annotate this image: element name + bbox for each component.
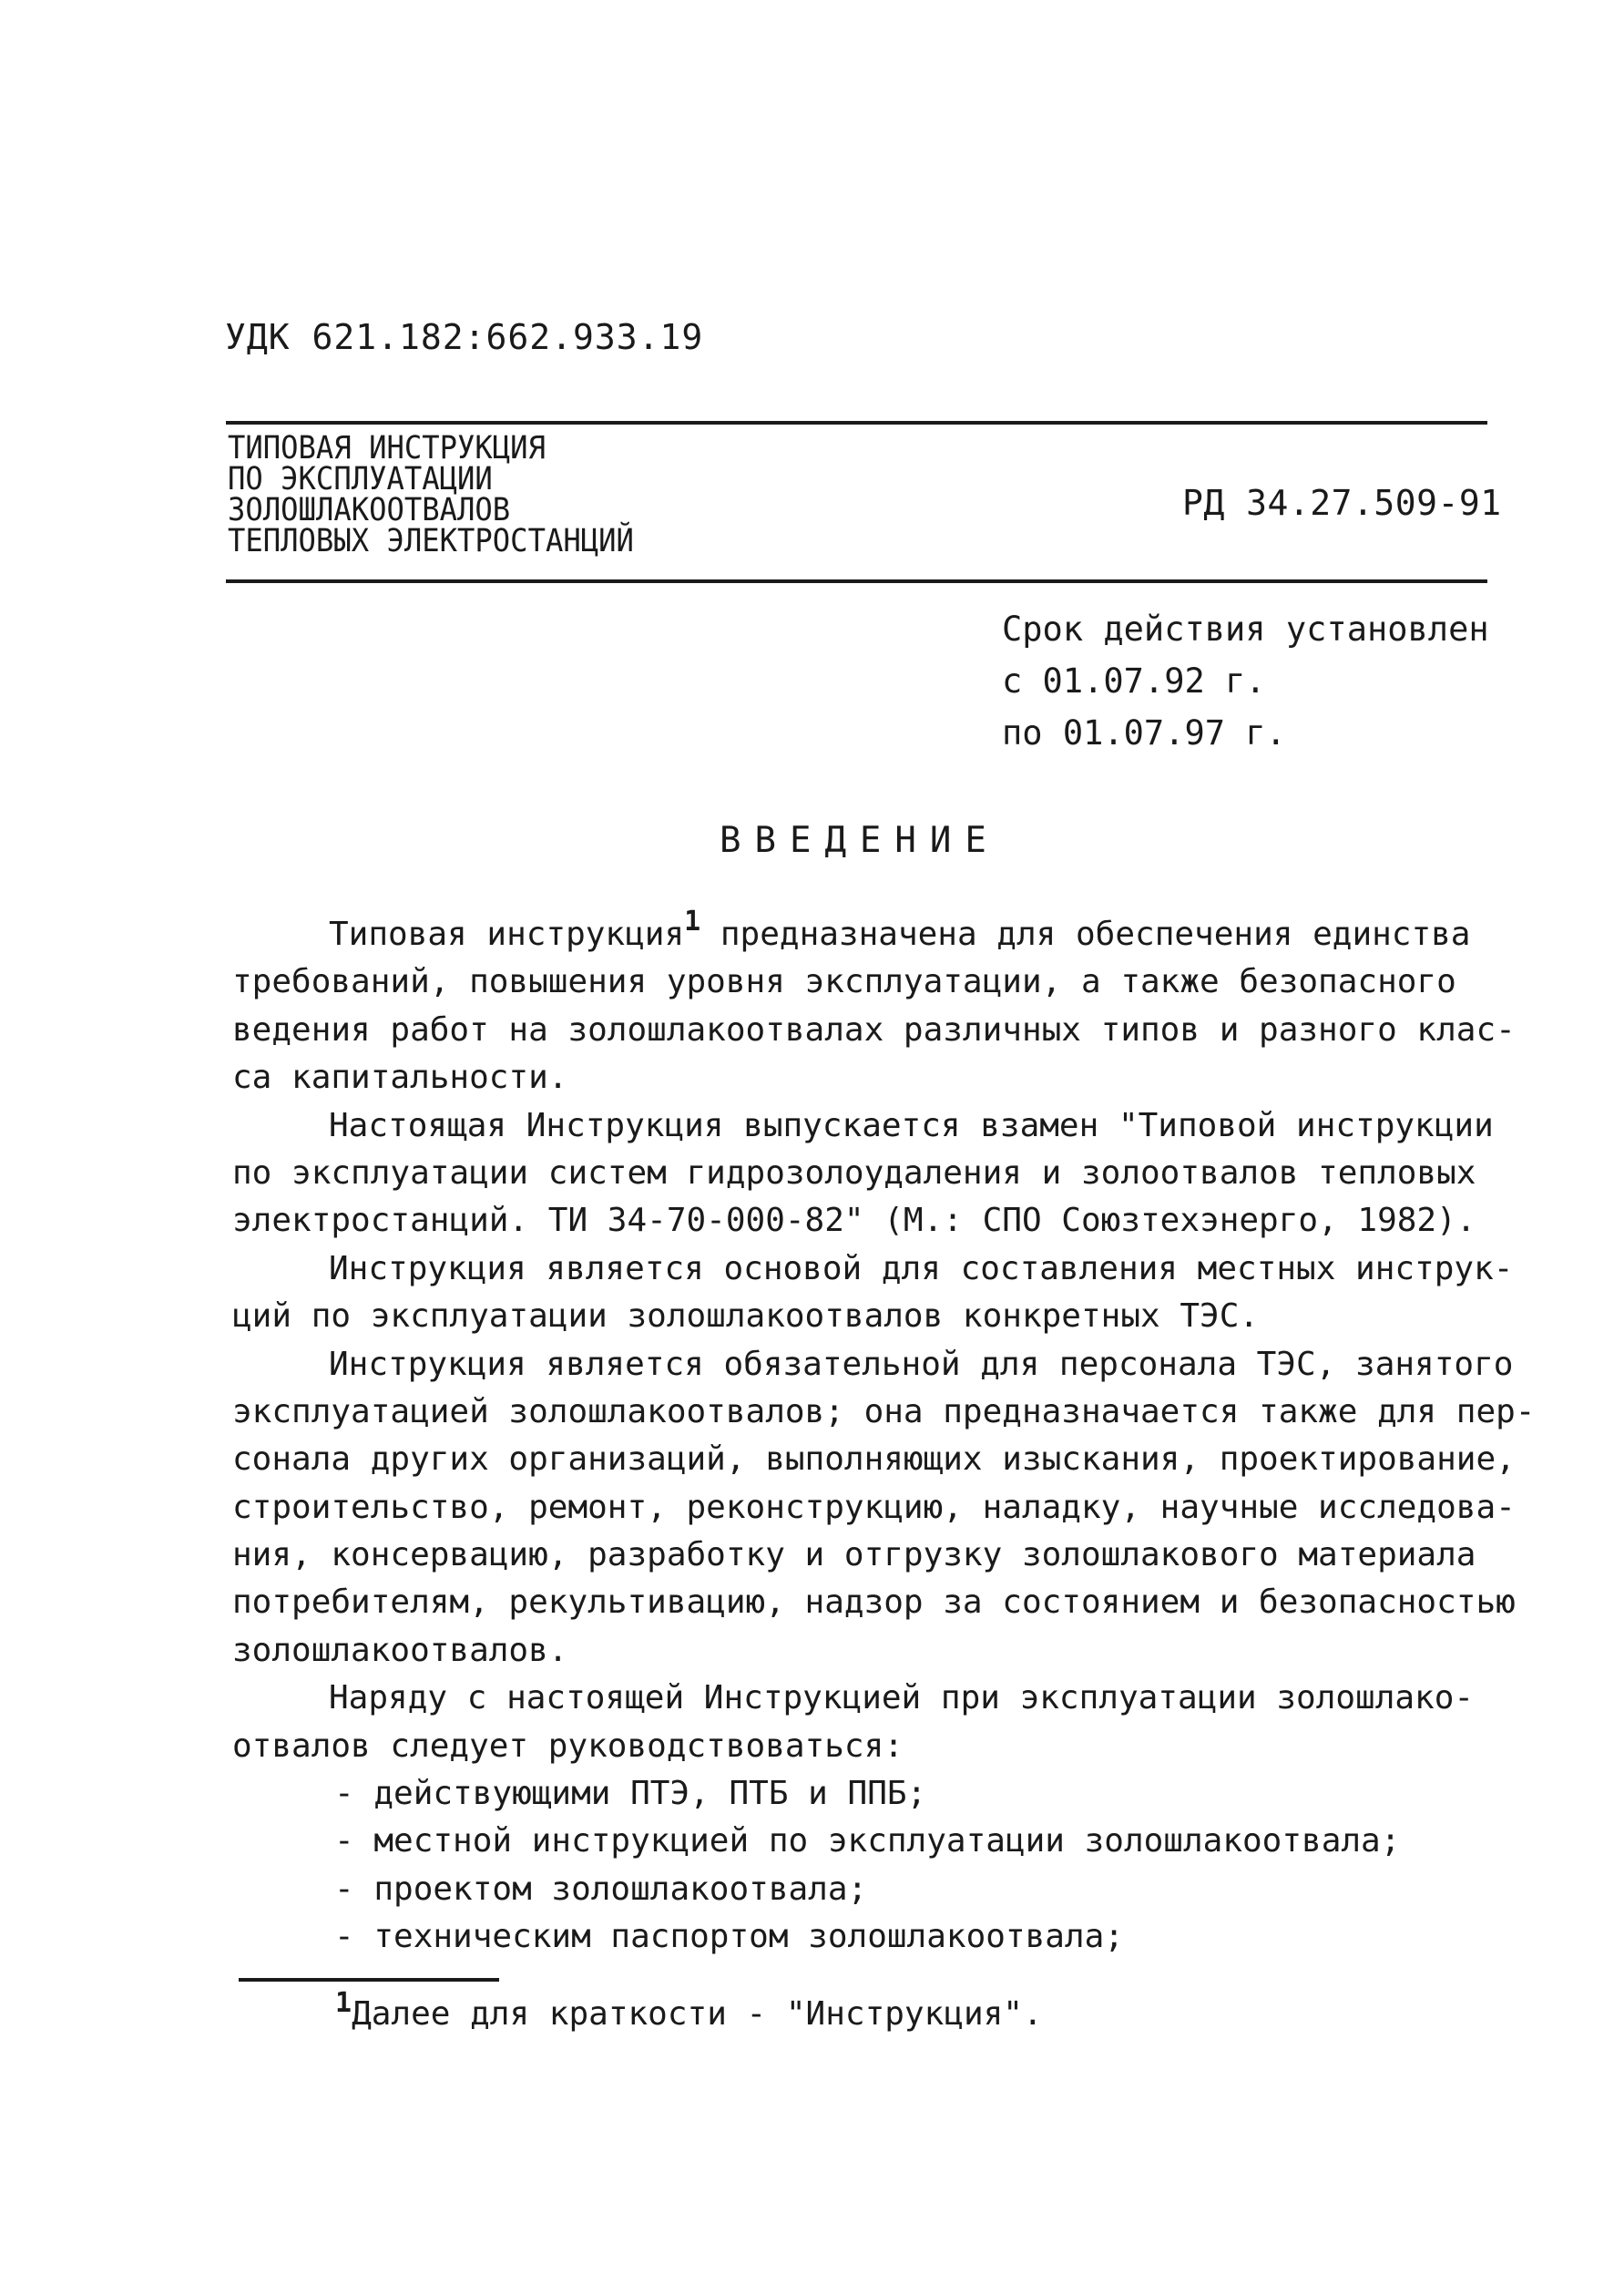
paragraph-line: отвалов следует руководствоваться: xyxy=(232,1727,904,1765)
footnote xyxy=(335,1987,1043,2033)
paragraph-line: Типовая инструкция$^1$ предназначена для обеспечения единства xyxy=(329,906,1471,953)
list-item: - проектом золошлакоотвала; xyxy=(334,1870,868,1908)
title-line: ТЕПЛОВЫХ ЭЛЕКТРОСТАНЦИЙ xyxy=(228,523,634,559)
paragraph-line: ведения работ на золошлакоотвалах различных типов и разного клас- xyxy=(232,1010,1516,1049)
title-bottom-rule xyxy=(226,579,1487,583)
paragraph-line: сонала других организаций, выполняющих изыскания, проектирование, xyxy=(232,1440,1516,1479)
paragraph-line: потребителям, рекультивацию, надзор за состоянием и безопасностью xyxy=(232,1583,1516,1622)
paragraph-line: строительство, ремонт, реконструкцию, наладку, научные исследова- xyxy=(232,1488,1516,1526)
paragraph-line: по эксплуатации систем гидрозолоудаления и золоотвалов тепловых xyxy=(232,1153,1476,1192)
title-line: ПО ЭКСПЛУАТАЦИИ xyxy=(228,461,493,497)
footnote-mark: 1 xyxy=(335,1987,352,2019)
paragraph-line: требований, повышения уровня эксплуатации, а также безопасного xyxy=(232,963,1456,1001)
list-item: - техническим паспортом золошлакоотвала; xyxy=(334,1918,1124,1956)
document-title xyxy=(228,430,634,559)
section-heading: ВВЕДЕНИЕ xyxy=(720,820,1000,861)
title-line: ТИПОВАЯ ИНСТРУКЦИЯ xyxy=(228,430,546,466)
paragraph-line: Инструкция является обязательной для персонала ТЭС, занятого xyxy=(329,1345,1514,1383)
validity-start: с 01.07.92 г. xyxy=(1002,661,1266,701)
paragraph-line: эксплуатацией золошлакоотвалов; она предназначается также для пер- xyxy=(232,1392,1536,1430)
footnote-marker: 1 xyxy=(684,906,701,938)
validity-end: по 01.07.97 г. xyxy=(1002,713,1286,753)
paragraph-line: Настоящая Инструкция выпускается взамен "Типовой инструкции xyxy=(329,1106,1494,1144)
footnote-separator xyxy=(239,1978,499,1982)
udk-code: УДК 621.182:662.933.19 xyxy=(225,317,704,357)
list-item: - действующими ПТЭ, ПТБ и ППБ; xyxy=(334,1775,927,1813)
paragraph-line: электростанций. ТИ 34-70-000-82" (М.: СПО Союзтехэнерго, 1982). xyxy=(232,1202,1476,1240)
document-code: РД 34.27.509-91 xyxy=(1182,483,1502,523)
title-top-rule xyxy=(226,421,1487,425)
validity-period xyxy=(1002,603,1489,759)
paragraph-line: ций по эксплуатации золошлакоотвалов конкретных ТЭС. xyxy=(232,1297,1260,1336)
paragraph-line: са капитальности. xyxy=(232,1059,568,1097)
footnote-text: Далее для краткости - "Инструкция". xyxy=(352,1995,1043,2033)
validity-line: Срок действия установлен xyxy=(1002,610,1489,649)
introduction-body xyxy=(232,906,1536,1962)
paragraph-line: ния, консервацию, разработку и отгрузку золошлакового материала xyxy=(232,1536,1476,1574)
list-item: - местной инструкцией по эксплуатации золошлакоотвала; xyxy=(334,1822,1401,1860)
paragraph-line: золошлакоотвалов. xyxy=(232,1631,568,1669)
title-line: ЗОЛОШЛАКООТВАЛОВ xyxy=(228,492,511,528)
paragraph-line: Инструкция является основой для составления местных инструк- xyxy=(329,1249,1514,1287)
paragraph-line: Наряду с настоящей Инструкцией при эксплуатации золошлако- xyxy=(329,1679,1475,1717)
